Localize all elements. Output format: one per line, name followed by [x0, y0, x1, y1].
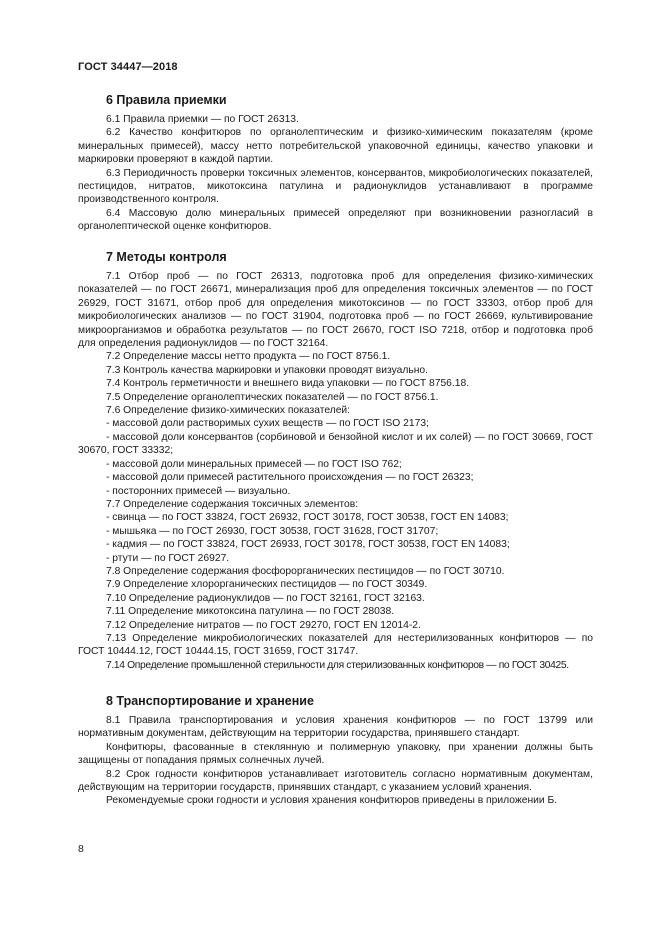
list-item: - массовой доли растворимых сухих веществ — по ГОСТ ISO 2173; — [106, 418, 429, 430]
list-item: - посторонних примесей — визуально. — [106, 485, 291, 497]
paragraph-7-5: 7.5 Определение органолептических показателей — по ГОСТ 8756.1. — [106, 391, 439, 403]
paragraph-7-4: 7.4 Контроль герметичности и внешнего вида упаковки — по ГОСТ 8756.18. — [106, 378, 470, 390]
paragraph-7-7: 7.7 Определение содержания токсичных элементов: — [106, 498, 359, 510]
paragraph-8-1-note: Конфитюры, фасованные в стеклянную и полимерную упаковку, при хранении должны быть защищены от попадания прямых солнечных лучей. — [78, 741, 593, 767]
paragraph-6-2: 6.2 Качество конфитюров по органолептическим и физико-химическим показателям (кроме минеральных примесей), массу нетто потребительской упаковочной единицы, качество упаковки и маркировки проверяют в каждой партии. — [78, 127, 593, 166]
paragraph-8-1: 8.1 Правила транспортирования и условия хранения конфитюров — по ГОСТ 13799 или нормативным документам, действующим на территории государства, принявшего стандарт. — [78, 715, 593, 740]
section-8 — [78, 693, 593, 808]
paragraph-7-13: 7.13 Определение микробиологических показателей для нестерилизованных конфитюров — по ГОСТ 10444.12, ГОСТ 10444.15, ГОСТ 31659, ГОСТ 31747. — [78, 632, 593, 658]
paragraph-7-8: 7.8 Определение содержания фосфорорганических пестицидов — по ГОСТ 30710. — [106, 565, 505, 577]
paragraph-6-4: 6.4 Массовую долю минеральных примесей определяют при возникновении разногласий в органолептической оценке конфитюров. — [78, 207, 593, 233]
paragraph-7-12: 7.12 Определение нитратов — по ГОСТ 29270, ГОСТ EN 12014-2. — [106, 619, 421, 631]
paragraph-6-1: 6.1 Правила приемки — по ГОСТ 26313. — [106, 114, 299, 125]
list-item: - мышьяка — по ГОСТ 26930, ГОСТ 30538, ГОСТ 31628, ГОСТ 31707; — [106, 525, 439, 537]
paragraph-7-1: 7.1 Отбор проб — по ГОСТ 26313, подготовка проб для определения физико-химических показателей — по ГОСТ 26671, минерализация проб для определения токсичных элементов — по ГОСТ 26929, ГОСТ 31671, отбор проб для определения микотоксинов — по ГОСТ 33303, отбор проб для микробиологических анализов — по ГОСТ 31904, подготовка проб — по ГОСТ 26669, культивирование микроорганизмов и обработка результатов — по ГОСТ 26670, ГОСТ ISO 7218, отбор и подготовка проб для определения радионуклидов — по ГОСТ 32164. — [78, 271, 593, 350]
paragraph-7-10: 7.10 Определение радионуклидов — по ГОСТ 32161, ГОСТ 32163. — [106, 592, 425, 604]
paragraph-8-2-note: Рекомендуемые сроки годности и условия хранения конфитюров приведены в приложении Б. — [106, 795, 558, 807]
list-item: - ртути — по ГОСТ 26927. — [106, 552, 230, 564]
list-item: - кадмия — по ГОСТ 33824, ГОСТ 26933, ГОСТ 30178, ГОСТ 30538, ГОСТ EN 14083; — [106, 539, 510, 551]
section-6-title: 6 Правила приемки — [106, 93, 227, 107]
section-6 — [78, 92, 593, 234]
paragraph-7-2: 7.2 Определение массы нетто продукта — по ГОСТ 8756.1. — [106, 351, 391, 363]
list-item: - массовой доли минеральных примесей — по ГОСТ ISO 762; — [106, 458, 402, 470]
paragraph-7-6: 7.6 Определение физико-химических показателей: — [106, 405, 351, 417]
section-7 — [78, 249, 593, 672]
section-7-title: 7 Методы контроля — [106, 250, 227, 264]
paragraph-7-14: 7.14 Определение промышленной стерильности для стерилизованных конфитюров — по ГОСТ 30425. — [106, 659, 569, 671]
list-item: - массовой доли консервантов (сорбиновой и бензойной кислот и их солей) — по ГОСТ 30669, ГОСТ 30670, ГОСТ 33332; — [78, 431, 593, 457]
list-item: - свинца — по ГОСТ 33824, ГОСТ 26932, ГОСТ 30178, ГОСТ 30538, ГОСТ EN 14083; — [106, 512, 509, 524]
standard-header: ГОСТ 34447—2018 — [78, 61, 178, 73]
section-8-title: 8 Транспортирование и хранение — [106, 694, 314, 708]
page-number: 8 — [78, 843, 84, 855]
paragraph-6-3: 6.3 Периодичность проверки токсичных элементов, консервантов, микробиологических показателей, пестицидов, нитратов, микотоксина патулина и радионуклидов устанавливают в программе производственного контроля. — [78, 167, 593, 206]
paragraph-7-11: 7.11 Определение микотоксина патулина — по ГОСТ 28038. — [106, 606, 395, 618]
list-item: - массовой доли примесей растительного происхождения — по ГОСТ 26323; — [106, 472, 474, 484]
paragraph-7-9: 7.9 Определение хлорорганических пестицидов — по ГОСТ 30349. — [106, 579, 428, 591]
paragraph-8-2: 8.2 Срок годности конфитюров устанавливает изготовитель согласно нормативным документам, действующим на территории государств, принявших стандарт, с указанием условий хранения. — [78, 768, 593, 794]
paragraph-7-3: 7.3 Контроль качества маркировки и упаковки проводят визуально. — [106, 364, 428, 376]
